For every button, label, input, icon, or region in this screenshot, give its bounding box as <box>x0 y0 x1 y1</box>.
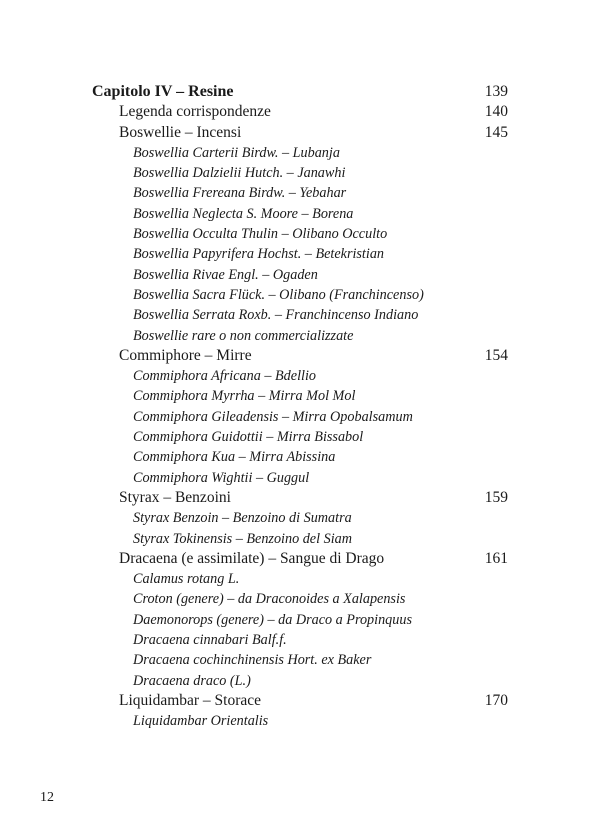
toc-entry <box>0 244 600 264</box>
toc-entry-title: Commiphora Kua – Mirra Abissina <box>133 449 336 466</box>
toc-page-number: 145 <box>484 123 508 141</box>
toc-entry <box>0 224 600 244</box>
toc-entry-title: Daemonorops (genere) – da Draco a Propinquus <box>133 611 412 628</box>
toc-entry <box>0 508 600 528</box>
toc-section <box>0 102 600 122</box>
toc-entry <box>0 650 600 670</box>
folio-page-number: 12 <box>40 790 54 805</box>
toc-entry-title: Styrax Tokinensis – Benzoino del Siam <box>133 530 352 547</box>
toc-entry-title: Boswellie rare o non commercializzate <box>133 327 354 344</box>
toc-section-title: Dracaena (e assimilate) – Sangue di Drago <box>119 549 385 567</box>
toc-entry <box>0 366 600 386</box>
toc-entry <box>0 427 600 447</box>
toc-entry-title: Boswellia Carterii Birdw. – Lubanja <box>133 144 340 161</box>
toc-entry-title: Croton (genere) – da Draconoides a Xalapensis <box>133 591 406 608</box>
toc-entry-title: Dracaena cochinchinensis Hort. ex Baker <box>133 652 372 669</box>
toc-entry <box>0 529 600 549</box>
toc-page-number: 170 <box>484 691 508 709</box>
toc-page-number: 161 <box>484 549 508 567</box>
chapter-heading <box>0 82 600 102</box>
toc-entry <box>0 589 600 609</box>
toc-entry <box>0 386 600 406</box>
toc-entry-title: Dracaena draco (L.) <box>133 672 251 689</box>
toc-entry <box>0 305 600 325</box>
toc-entry <box>0 143 600 163</box>
toc-page-number: 154 <box>484 346 508 364</box>
toc-entry-title: Commiphora Wightii – Guggul <box>133 469 310 486</box>
toc-page-number: 159 <box>484 488 508 506</box>
toc-entry <box>0 204 600 224</box>
toc-rows <box>0 102 600 731</box>
toc-section-title: Commiphore – Mirre <box>119 346 252 364</box>
toc-section-title: Legenda corrispondenze <box>119 103 271 121</box>
toc-page-number: 140 <box>484 103 508 121</box>
toc-entry-title: Commiphora Myrrha – Mirra Mol Mol <box>133 388 356 405</box>
chapter-title: Capitolo IV – Resine <box>92 83 234 100</box>
toc-entry-title: Boswellia Occulta Thulin – Olibano Occulto <box>133 226 388 243</box>
toc-entry <box>0 671 600 691</box>
toc-section <box>0 549 600 569</box>
toc-entry-title: Boswellia Papyrifera Hochst. – Betekristian <box>133 246 385 263</box>
toc-section <box>0 691 600 711</box>
toc-entry <box>0 468 600 488</box>
toc-section <box>0 346 600 366</box>
toc-section <box>0 123 600 143</box>
toc-section-title: Liquidambar – Storace <box>119 691 262 709</box>
toc-entry <box>0 326 600 346</box>
toc-entry <box>0 610 600 630</box>
toc-section <box>0 488 600 508</box>
toc-entry-title: Commiphora Africana – Bdellio <box>133 368 316 385</box>
toc-section-title: Styrax – Benzoini <box>119 488 231 506</box>
toc-entry-title: Boswellia Dalzielii Hutch. – Janawhi <box>133 165 346 182</box>
toc-entry <box>0 285 600 305</box>
toc-entry <box>0 265 600 285</box>
toc-entry-title: Liquidambar Orientalis <box>133 713 269 730</box>
toc-entry <box>0 711 600 731</box>
toc-entry-title: Boswellia Rivae Engl. – Ogaden <box>133 266 318 283</box>
toc-entry-title: Boswellia Neglecta S. Moore – Borena <box>133 205 354 222</box>
toc-entry-title: Boswellia Frereana Birdw. – Yebahar <box>133 185 347 202</box>
toc-entry <box>0 447 600 467</box>
toc-entry <box>0 183 600 203</box>
toc-entry-title: Styrax Benzoin – Benzoino di Sumatra <box>133 510 352 527</box>
table-of-contents <box>0 82 600 732</box>
toc-entry-title: Boswellia Serrata Roxb. – Franchincenso Indiano <box>133 307 419 324</box>
toc-entry <box>0 407 600 427</box>
toc-entry <box>0 569 600 589</box>
chapter-page-number: 139 <box>484 83 508 100</box>
toc-entry-title: Calamus rotang L. <box>133 571 240 588</box>
toc-entry <box>0 163 600 183</box>
toc-entry <box>0 630 600 650</box>
toc-entry-title: Commiphora Guidottii – Mirra Bissabol <box>133 429 364 446</box>
toc-section-title: Boswellie – Incensi <box>119 123 242 141</box>
toc-entry-title: Commiphora Gileadensis – Mirra Opobalsamum <box>133 408 413 425</box>
toc-entry-title: Boswellia Sacra Flück. – Olibano (Franchincenso) <box>133 286 424 303</box>
toc-entry-title: Dracaena cinnabari Balf.f. <box>133 632 287 649</box>
